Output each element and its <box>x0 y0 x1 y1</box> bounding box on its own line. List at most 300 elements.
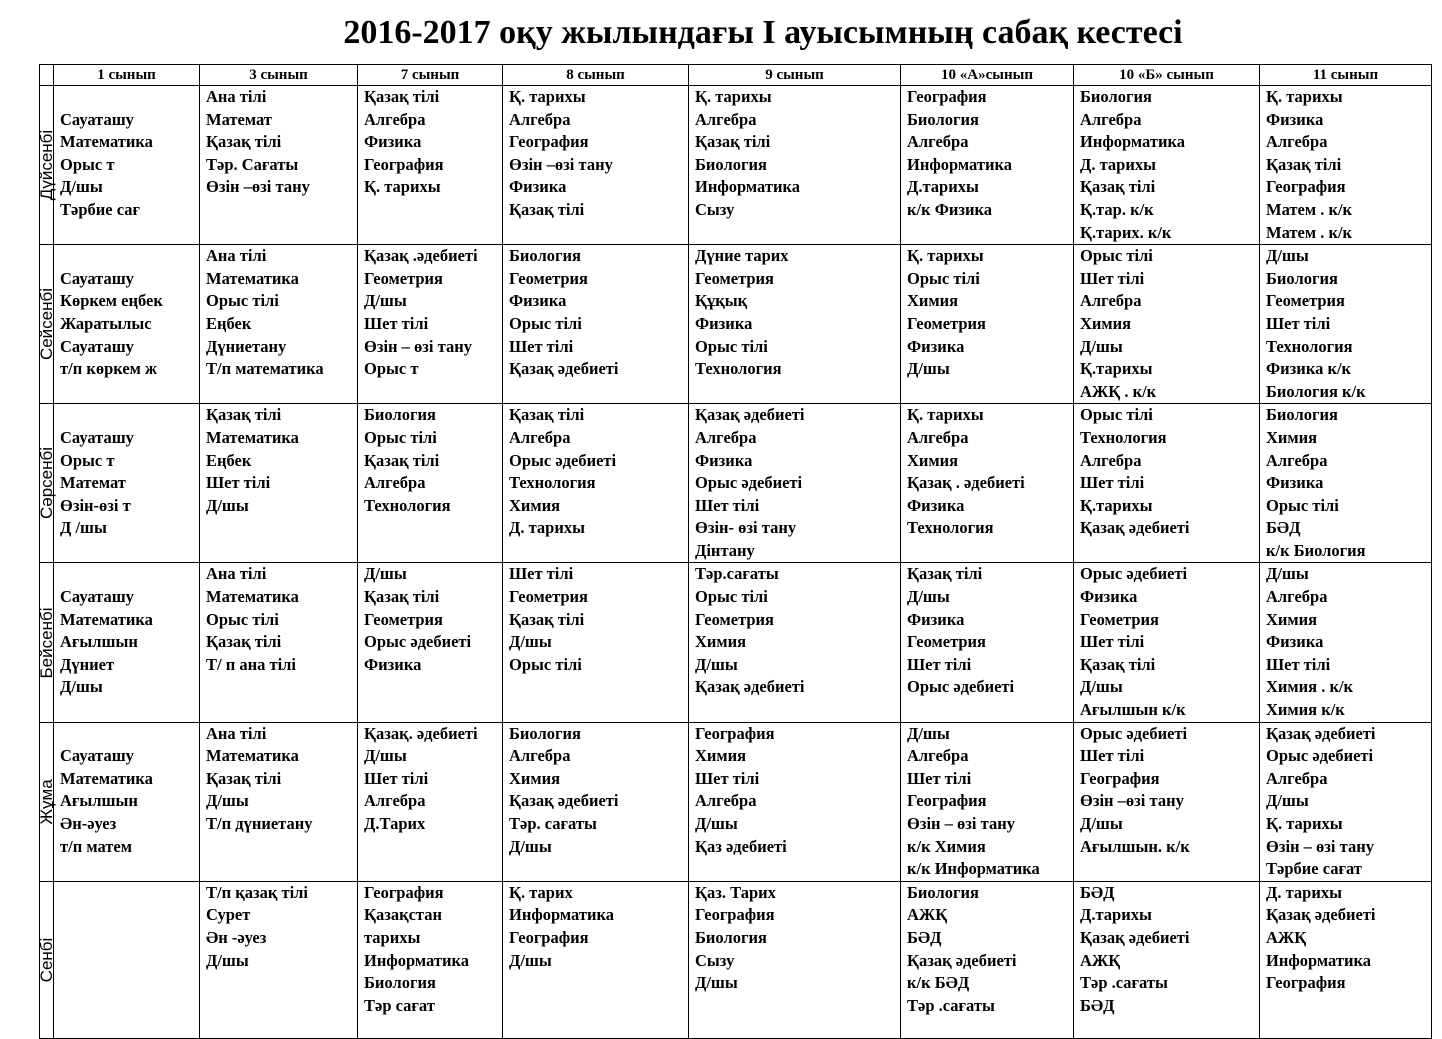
lesson-item: Көркем еңбек <box>60 291 163 311</box>
lesson-item: Шет тілі <box>1266 654 1331 674</box>
lesson-list <box>54 404 199 540</box>
lesson-list <box>54 882 199 905</box>
lesson-item: Қаз әдебиеті <box>695 836 787 856</box>
lesson-item: Орыс әдебиеті <box>907 677 1015 697</box>
lesson-list <box>901 404 1073 540</box>
lesson-item: Шет тілі <box>206 473 271 493</box>
lesson-list <box>358 723 502 836</box>
lesson-item: Алгебра <box>907 427 969 447</box>
lesson-item: Математика <box>206 587 299 607</box>
day-cell <box>36 722 56 881</box>
lesson-item: АЖҚ <box>907 905 948 925</box>
lesson-item: Биология <box>1080 87 1152 106</box>
lesson-item: Қазақ тілі <box>364 450 440 470</box>
lesson-item: Сурет <box>206 905 251 925</box>
page-title: 2016-2017 оқу жылындағы І ауысымның сабақ кестесі <box>343 14 1183 51</box>
schedule-cell <box>1074 245 1260 404</box>
lesson-item: Д/шы <box>509 950 552 970</box>
lesson-item: Орыс әдебиеті <box>1080 723 1188 743</box>
lesson-list <box>1260 245 1431 403</box>
timetable <box>36 64 1432 1039</box>
lesson-item: Қ. тарихы <box>1266 87 1343 106</box>
lesson-item: Матем . к/к <box>1266 199 1353 219</box>
lesson-item: Сауаташу <box>60 109 134 129</box>
lesson-list <box>1074 86 1259 244</box>
lesson-item: Математика <box>206 746 299 766</box>
lesson-item: Алгебра <box>509 746 571 766</box>
lesson-item: к/к Физика <box>907 199 993 219</box>
schedule-cell <box>901 86 1074 245</box>
lesson-item: Д/шы <box>364 746 407 766</box>
lesson-item: Химия к/к <box>1266 700 1345 720</box>
lesson-item: Д/шы <box>206 495 249 515</box>
schedule-cell <box>503 86 689 245</box>
lesson-item: Физика <box>695 450 753 470</box>
lesson-list <box>358 404 502 517</box>
lesson-item: Шет тілі <box>364 768 429 788</box>
lesson-item: Д/шы <box>1266 564 1309 584</box>
lesson-item: Алгебра <box>1266 450 1328 470</box>
lesson-item: Қ. тарихы <box>1266 814 1343 833</box>
lesson-item: Орыс т <box>364 359 419 379</box>
lesson-list <box>358 563 502 676</box>
lesson-item: Қ. тарих <box>509 882 573 902</box>
lesson-item: Биология <box>509 246 581 266</box>
lesson-item: Д/шы <box>1266 246 1309 266</box>
lesson-list <box>1260 404 1431 562</box>
lesson-item: Шет тілі <box>695 768 760 788</box>
lesson-item: Орыс әдебиеті <box>1080 564 1188 584</box>
lesson-item: Химия <box>509 768 561 788</box>
lesson-item: Алгебра <box>695 791 757 811</box>
lesson-item: География <box>509 132 589 152</box>
schedule-cell <box>901 245 1074 404</box>
lesson-item: Қ. тарихы <box>695 87 772 106</box>
lesson-item: Шет тілі <box>695 495 760 515</box>
lesson-item: География <box>695 905 775 925</box>
column-header: 11 сынып <box>1260 65 1432 86</box>
lesson-item: Шет тілі <box>1080 473 1145 493</box>
schedule-cell <box>689 86 901 245</box>
lesson-item: Химия <box>695 632 747 652</box>
lesson-item: Химия <box>907 291 959 311</box>
lesson-item: Қ. тарихы <box>364 177 441 197</box>
lesson-item: География <box>1266 177 1346 197</box>
schedule-cell <box>1260 404 1432 563</box>
lesson-item: Қазақ тілі <box>509 609 585 629</box>
schedule-cell <box>1074 404 1260 563</box>
lesson-item: Ән-әуез <box>60 814 117 833</box>
lesson-item: Алгебра <box>907 746 969 766</box>
lesson-item: Физика к/к <box>1266 359 1352 379</box>
timetable-body <box>36 86 1432 1039</box>
lesson-list <box>54 723 199 859</box>
lesson-list <box>901 882 1073 1018</box>
lesson-item: Химия <box>1080 313 1132 333</box>
lesson-list <box>358 86 502 199</box>
lesson-item: Математика <box>206 268 299 288</box>
lesson-item: к/к Химия <box>907 836 986 856</box>
lesson-item: Орыс тілі <box>695 336 768 356</box>
lesson-item: Д/шы <box>509 632 552 652</box>
day-cell <box>36 245 56 404</box>
schedule-cell <box>503 563 689 722</box>
schedule-cell <box>689 881 901 1038</box>
day-row <box>40 86 1432 245</box>
lesson-list <box>1074 882 1259 1018</box>
schedule-cell <box>503 245 689 404</box>
lesson-item: География <box>1266 973 1346 993</box>
lesson-item: Өзін- өзі тану <box>695 518 797 538</box>
lesson-item: Геометрия <box>1080 609 1159 629</box>
schedule-cell <box>1260 722 1432 881</box>
lesson-item: Шет тілі <box>1080 268 1145 288</box>
lesson-item: Математ <box>60 473 126 493</box>
lesson-item: Ана тілі <box>206 87 267 106</box>
lesson-item: Өзін –өзі тану <box>1080 791 1184 811</box>
lesson-item: Технология <box>1080 427 1167 447</box>
lesson-item: Өзін –өзі тану <box>206 177 310 197</box>
lesson-item: Технология <box>364 495 451 515</box>
lesson-item: География <box>1080 768 1160 788</box>
lesson-item: Д/шы <box>907 587 950 607</box>
schedule-cell <box>901 881 1074 1038</box>
lesson-item: Химия <box>907 450 959 470</box>
lesson-list <box>901 723 1073 881</box>
lesson-item: Қазақ тілі <box>364 87 440 106</box>
schedule-cell <box>358 881 503 1038</box>
lesson-item: Математика <box>60 609 153 629</box>
lesson-item: Қазақ тілі <box>364 587 440 607</box>
lesson-list <box>200 86 357 199</box>
lesson-list <box>54 245 199 381</box>
lesson-item: Тәр. Сағаты <box>206 154 299 174</box>
lesson-item: Сауаташу <box>60 268 134 288</box>
lesson-item: Биология <box>1266 405 1338 425</box>
schedule-cell <box>503 722 689 881</box>
lesson-item: Химия <box>509 495 561 515</box>
lesson-item: Қ.тар. к/к <box>1080 199 1154 219</box>
lesson-item: Геометрия <box>364 268 443 288</box>
lesson-item: Ән -әуез <box>206 927 267 947</box>
lesson-item: Д/шы <box>907 723 950 743</box>
lesson-item: Д/шы <box>907 359 950 379</box>
lesson-item: Д/шы <box>364 564 407 584</box>
lesson-item: Информатика <box>364 950 470 970</box>
lesson-item: к/к Биология <box>1266 540 1366 560</box>
lesson-item: Дүниетану <box>206 336 287 356</box>
lesson-item: Т/п дүниетану <box>206 814 313 833</box>
lesson-item: Технология <box>695 359 782 379</box>
lesson-item: Дүниет <box>60 654 115 674</box>
lesson-item: География <box>695 723 775 743</box>
lesson-item: Дінтану <box>695 540 755 560</box>
lesson-item: Д. тарихы <box>509 518 585 538</box>
lesson-item: Алгебра <box>1080 291 1142 311</box>
lesson-item: Ағылшын к/к <box>1080 700 1186 720</box>
lesson-list <box>54 86 199 222</box>
day-cell <box>36 86 56 245</box>
day-label: Дүйсенбі <box>36 129 56 201</box>
lesson-item: Қазақ .әдебиеті <box>364 246 478 266</box>
lesson-item: Алгебра <box>1266 587 1328 607</box>
schedule-cell <box>1260 881 1432 1038</box>
lesson-item: к/к БӘД <box>907 973 970 993</box>
lesson-list <box>54 563 199 699</box>
lesson-item: Д/шы <box>1080 336 1123 356</box>
schedule-cell <box>54 722 200 881</box>
lesson-item: Д/шы <box>1080 677 1123 697</box>
lesson-item: Технология <box>907 518 994 538</box>
schedule-cell <box>689 404 901 563</box>
lesson-list <box>689 404 900 562</box>
lesson-item: Физика <box>364 132 422 152</box>
schedule-cell <box>503 881 689 1038</box>
lesson-list <box>503 404 688 540</box>
schedule-cell <box>1074 563 1260 722</box>
lesson-item: Д.тарихы <box>907 177 979 197</box>
lesson-item: Алгебра <box>364 791 426 811</box>
lesson-item: Тәр .сағаты <box>907 995 995 1015</box>
schedule-cell <box>1260 86 1432 245</box>
lesson-item: Өзін – өзі тану <box>1266 836 1374 856</box>
lesson-item: Орыс әдебиеті <box>1266 746 1374 766</box>
lesson-item: Д/шы <box>60 177 103 197</box>
lesson-item: Математика <box>206 427 299 447</box>
lesson-item: Химия <box>1266 609 1318 629</box>
lesson-item: Қазақ тілі <box>509 199 585 219</box>
lesson-item: Физика <box>695 313 753 333</box>
lesson-item: Алгебра <box>1080 450 1142 470</box>
schedule-cell <box>358 245 503 404</box>
lesson-item: Алгебра <box>364 109 426 129</box>
lesson-item: Алгебра <box>1266 768 1328 788</box>
lesson-item: Биология <box>907 109 979 129</box>
lesson-item: Сауаташу <box>60 336 134 356</box>
lesson-item: Орыс тілі <box>695 587 768 607</box>
lesson-item: Қазақ тілі <box>509 405 585 425</box>
lesson-item: Қазақ әдебиеті <box>907 950 1017 970</box>
lesson-item: Құқық <box>695 291 748 311</box>
lesson-item: Д/шы <box>695 973 738 993</box>
lesson-item: Ана тілі <box>206 246 267 266</box>
lesson-item: АЖҚ <box>1266 927 1307 947</box>
lesson-item: Геометрия <box>695 609 774 629</box>
lesson-item: Геометрия <box>509 268 588 288</box>
lesson-item: Геометрия <box>695 268 774 288</box>
column-header: 9 сынып <box>689 65 901 86</box>
lesson-item: Орыс әдебиеті <box>509 450 617 470</box>
lesson-item: Д/шы <box>206 950 249 970</box>
lesson-list <box>503 723 688 859</box>
schedule-cell <box>1074 881 1260 1038</box>
lesson-item: Алгебра <box>907 132 969 152</box>
lesson-item: Биология <box>364 973 436 993</box>
lesson-item: Алгебра <box>695 427 757 447</box>
lesson-item: Д. тарихы <box>1266 882 1342 902</box>
lesson-list <box>1074 563 1259 721</box>
lesson-item: Тәрбие сағат <box>1266 859 1362 879</box>
lesson-item: Сауаташу <box>60 427 134 447</box>
column-header: 7 сынып <box>358 65 503 86</box>
schedule-cell <box>503 404 689 563</box>
lesson-item: Химия <box>695 746 747 766</box>
lesson-list <box>689 245 900 381</box>
lesson-list <box>689 86 900 222</box>
lesson-item: Қазақ әдебиеті <box>509 359 619 379</box>
lesson-item: Информатика <box>1266 950 1372 970</box>
lesson-list <box>901 245 1073 381</box>
lesson-list <box>503 86 688 222</box>
lesson-item: БӘД <box>1266 518 1301 538</box>
lesson-item: Химия . к/к <box>1266 677 1354 697</box>
lesson-item: Орыс т <box>60 154 115 174</box>
schedule-cell <box>54 404 200 563</box>
day-label: Сенбі <box>36 937 56 983</box>
schedule-cell <box>901 563 1074 722</box>
lesson-item: География <box>364 882 444 902</box>
lesson-item: Орыс тілі <box>509 654 582 674</box>
lesson-item: Орыс тілі <box>206 609 279 629</box>
lesson-item: Технология <box>509 473 596 493</box>
lesson-item: Қазақ тілі <box>1080 654 1156 674</box>
lesson-item: Шет тілі <box>1080 746 1145 766</box>
schedule-cell <box>200 722 358 881</box>
schedule-cell <box>54 245 200 404</box>
schedule-cell <box>1260 563 1432 722</box>
lesson-item: Орыс тілі <box>1080 405 1153 425</box>
lesson-item: Биология к/к <box>1266 381 1366 401</box>
lesson-item: Орыс әдебиеті <box>364 632 472 652</box>
lesson-list <box>689 723 900 859</box>
day-row <box>40 563 1432 722</box>
lesson-item: Жаратылыс <box>60 313 152 333</box>
lesson-item: Физика <box>1266 109 1324 129</box>
lesson-item: Орыс тілі <box>364 427 437 447</box>
lesson-item: Физика <box>509 177 567 197</box>
lesson-item: Қ. тарихы <box>907 405 984 425</box>
lesson-item: Алгебра <box>509 109 571 129</box>
schedule-cell <box>901 404 1074 563</box>
lesson-item: Д/шы <box>364 291 407 311</box>
schedule-cell <box>1074 722 1260 881</box>
lesson-list <box>200 882 357 972</box>
lesson-item: Д /шы <box>60 518 107 538</box>
lesson-item: Информатика <box>509 905 615 925</box>
lesson-item: Еңбек <box>206 450 252 470</box>
day-label: Сәрсенбі <box>36 447 56 520</box>
schedule-cell <box>689 563 901 722</box>
lesson-item: Тәр. сағаты <box>509 814 597 833</box>
lesson-item: Қ.тарих. к/к <box>1080 222 1172 242</box>
lesson-item: Орыс т <box>60 450 115 470</box>
lesson-item: Тәрбие сағ <box>60 199 140 219</box>
lesson-item: Қазақстан <box>364 905 442 925</box>
schedule-cell <box>54 881 200 1038</box>
lesson-item: Д/шы <box>1080 814 1123 833</box>
schedule-cell <box>200 86 358 245</box>
lesson-item: Физика <box>1266 632 1324 652</box>
lesson-item: Математ <box>206 109 272 129</box>
lesson-item: Қазақ әдебиеті <box>1080 927 1190 947</box>
lesson-item: Т/п қазақ тілі <box>206 882 309 902</box>
schedule-cell <box>54 563 200 722</box>
lesson-item: География <box>907 791 987 811</box>
lesson-item: Химия <box>1266 427 1318 447</box>
lesson-item: АЖҚ <box>1080 950 1121 970</box>
lesson-item: Информатика <box>907 154 1013 174</box>
column-header: 1 сынып <box>54 65 200 86</box>
lesson-item: Т/ п ана тілі <box>206 654 297 674</box>
lesson-list <box>1260 723 1431 881</box>
schedule-cell <box>689 722 901 881</box>
day-cell <box>36 881 56 1038</box>
lesson-item: Шет тілі <box>907 654 972 674</box>
header-corner <box>40 65 54 86</box>
schedule-cell <box>200 563 358 722</box>
lesson-list <box>200 245 357 381</box>
lesson-item: Алгебра <box>509 427 571 447</box>
day-label: Бейсенбі <box>36 607 56 679</box>
lesson-item: Физика <box>1080 587 1138 607</box>
lesson-list <box>503 563 688 676</box>
schedule-cell <box>358 404 503 563</box>
lesson-item: Ағылшын <box>60 632 138 652</box>
column-header: 3 сынып <box>200 65 358 86</box>
lesson-item: Геометрия <box>509 587 588 607</box>
day-cell <box>36 404 56 563</box>
lesson-item: Шет тілі <box>509 336 574 356</box>
lesson-item: Қаз. Тарих <box>695 882 776 902</box>
lesson-item: Өзін – өзі тану <box>364 336 472 356</box>
column-header: 10 «Б» сынып <box>1074 65 1260 86</box>
lesson-item: Қазақ. әдебиеті <box>364 723 478 743</box>
lesson-item: Қазақ тілі <box>206 632 282 652</box>
lesson-item: Биология <box>695 154 767 174</box>
schedule-cell <box>901 722 1074 881</box>
lesson-item: к/к Информатика <box>907 859 1040 879</box>
lesson-item: Қазақ әдебиеті <box>1266 723 1376 743</box>
lesson-item: Дүние тарих <box>695 246 789 266</box>
lesson-item: Т/п математика <box>206 359 324 379</box>
lesson-item: Өзін – өзі тану <box>907 814 1015 833</box>
lesson-item: Д. тарихы <box>1080 154 1156 174</box>
lesson-item: Биология <box>364 405 436 425</box>
lesson-item: Қазақ әдебиеті <box>1266 905 1376 925</box>
lesson-item: Қ. тарихы <box>509 87 586 106</box>
lesson-item: Қ. тарихы <box>907 246 984 266</box>
lesson-list <box>689 882 900 995</box>
lesson-item: География <box>509 927 589 947</box>
lesson-item: Шет тілі <box>907 768 972 788</box>
lesson-item: Еңбек <box>206 313 252 333</box>
lesson-item: БӘД <box>1080 995 1115 1015</box>
schedule-cell <box>200 881 358 1038</box>
lesson-list <box>1074 245 1259 403</box>
lesson-item: Д/шы <box>60 677 103 697</box>
lesson-list <box>689 563 900 699</box>
lesson-item: Д/шы <box>695 814 738 833</box>
schedule-cell <box>358 86 503 245</box>
lesson-item: Биология <box>907 882 979 902</box>
lesson-item: Биология <box>1266 268 1338 288</box>
lesson-item: Физика <box>509 291 567 311</box>
lesson-item: Орыс тілі <box>907 268 980 288</box>
day-cell <box>36 563 56 722</box>
lesson-item: Сызу <box>695 950 735 970</box>
header-row <box>40 65 1432 86</box>
lesson-item: Технология <box>1266 336 1353 356</box>
